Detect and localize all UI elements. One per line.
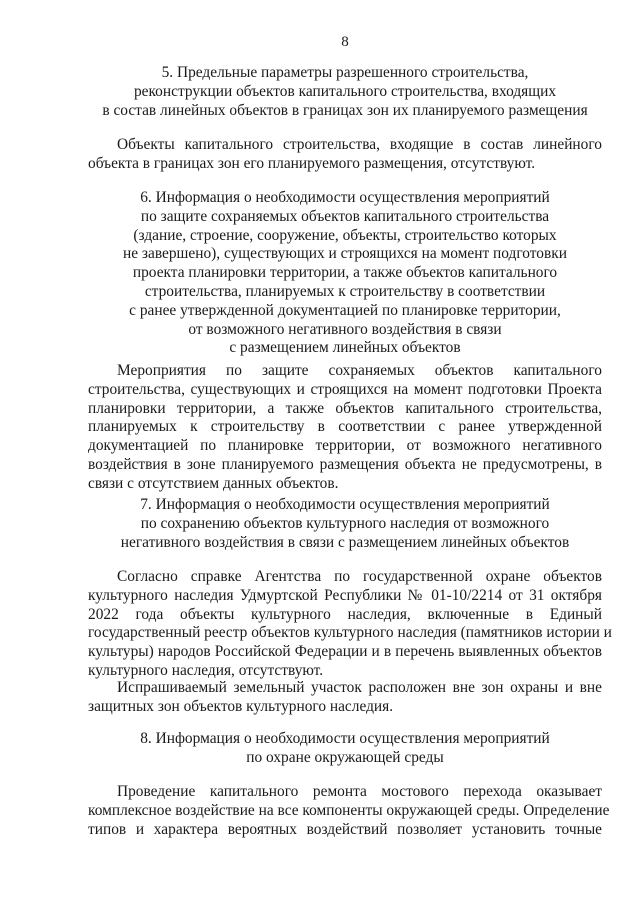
paragraph-line: культурного наследия Удмуртской Республики № 01-10/2214 от 31 октября: [88, 586, 602, 604]
heading-line: 8. Информация о необходимости осуществления мероприятий: [140, 730, 550, 747]
paragraph-line: защитных зон объектов культурного наследия.: [88, 697, 394, 715]
heading-line: (здание, строение, сооружение, объекты, строительство которых: [133, 226, 557, 244]
section-7-paragraph-1: [88, 568, 612, 681]
heading-line: в состав линейных объектов в границах зон их планируемого размещения: [102, 101, 588, 119]
section-6-heading: [88, 189, 602, 358]
paragraph-line: воздействия в зоне планируемого размещения объекта не предусмотрены, в: [88, 455, 602, 473]
paragraph-line: Согласно справке Агентства по государственной охране объектов: [117, 568, 602, 585]
paragraph-line: связи с отсутствием данных объектов.: [88, 474, 339, 492]
paragraph-line: Проведение капитального ремонта мостового перехода оказывает: [117, 783, 602, 800]
heading-line: 5. Предельные параметры разрешенного строительства,: [161, 64, 529, 81]
document-page: [88, 0, 612, 899]
section-7-paragraph-2: [88, 679, 602, 717]
paragraph-line: Мероприятия по защите сохраняемых объектов капитального: [117, 362, 602, 379]
paragraph-line: культурного наследия, отсутствуют.: [88, 661, 324, 679]
heading-line: негативного воздействия в связи с размещением линейных объектов: [120, 533, 570, 551]
paragraph-line: объекта в границах зон его планируемого размещения, отсутствуют.: [88, 154, 536, 172]
paragraph-line: 2022 года объекты культурного наследия, включенные в Единый: [88, 605, 602, 623]
heading-line: не завершено), существующих и строящихся на момент подготовки: [123, 245, 567, 263]
section-5-heading: [88, 64, 602, 120]
paragraph-line: государственный реестр объектов культурного наследия (памятников истории и: [88, 624, 612, 642]
heading-line: по защите сохраняемых объектов капитального строительства: [140, 207, 550, 225]
paragraph-line: строительства, существующих и строящихся на момент подготовки Проекта: [88, 380, 602, 398]
section-8-paragraph-1: [88, 783, 610, 839]
heading-line: по сохранению объектов культурного наследия от возможного: [140, 514, 550, 532]
heading-line: с ранее утвержденной документацией по планировке территории,: [129, 301, 561, 319]
heading-line: по охране окружающей среды: [246, 748, 444, 766]
heading-line: 7. Информация о необходимости осуществления мероприятий: [140, 496, 550, 513]
paragraph-line: планируемых к строительству в соответствии с ранее утвержденной: [88, 418, 602, 436]
paragraph-line: документацией по планировке территории, от возможного негативного: [88, 437, 602, 455]
paragraph-line: культуры) народов Российской Федерации и в перечень выявленных объектов: [88, 643, 602, 661]
paragraph-line: Испрашиваемый земельный участок расположен вне зон охраны и вне: [117, 679, 602, 696]
paragraph-line: планировки территории, а также объектов капитального строительства,: [88, 399, 602, 417]
heading-line: 6. Информация о необходимости осуществления мероприятий: [140, 189, 550, 206]
paragraph-line: комплексное воздействие на все компоненты окружающей среды. Определение: [88, 801, 610, 819]
section-7-heading: [88, 496, 602, 552]
heading-line: реконструкции объектов капитального строительства, входящих: [133, 82, 557, 100]
page-number: 8: [341, 34, 349, 50]
section-8-heading: [88, 730, 602, 768]
heading-line: проекта планировки территории, а также объектов капитального: [132, 264, 558, 282]
paragraph-line: типов и характера вероятных воздействий позволяет установить точные: [88, 820, 602, 838]
section-5-paragraph-1: [88, 136, 602, 174]
section-6-paragraph-1: [88, 362, 602, 494]
heading-line: от возможного негативного воздействия в связи: [188, 320, 502, 338]
paragraph-line: Объекты капитального строительства, входящие в состав линейного: [117, 136, 602, 153]
heading-line: с размещением линейных объектов: [229, 339, 461, 357]
heading-line: строительства, планируемых к строительству в соответствии: [144, 282, 546, 300]
